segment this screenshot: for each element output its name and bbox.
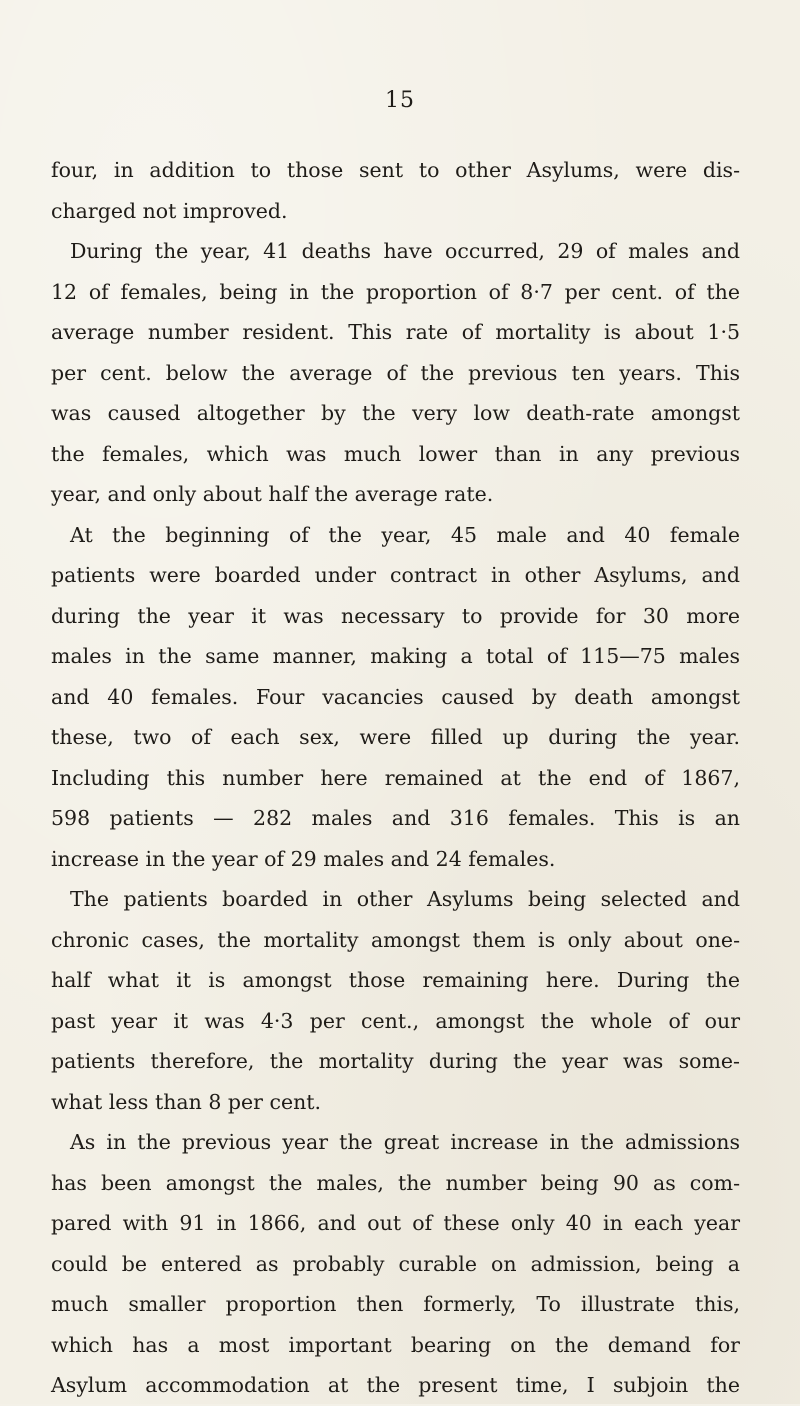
text-line: charged not improved. xyxy=(51,198,288,223)
text-line: During the year, 41 deaths have occurred, 29 of males and xyxy=(70,239,740,263)
text-line: increase in the year of 29 males and 24 females. xyxy=(51,846,556,871)
text-line: males in the same manner, making a total of 115—75 males xyxy=(51,644,740,668)
text-line: during the year it was necessary to provide for 30 more xyxy=(51,603,740,628)
text-line: per cent. below the average of the previous ten years. This xyxy=(51,360,740,385)
text-line: half what it is amongst those remaining here. During the xyxy=(51,968,740,992)
text-line: year, and only about half the average rate. xyxy=(51,482,494,506)
text-line: As in the previous year the great increase in the admissions xyxy=(70,1130,740,1154)
text-line: what less than 8 per cent. xyxy=(51,1089,322,1114)
body-text xyxy=(51,150,740,1406)
text-line: chronic cases, the mortality amongst them is only about one- xyxy=(51,927,740,952)
text-line: much smaller proportion then formerly, To illustrate this, xyxy=(51,1292,740,1316)
text-line: past year it was 4·3 per cent., amongst the whole of our xyxy=(51,1008,740,1033)
text-line: the females, which was much lower than in any previous xyxy=(51,441,740,466)
text-line: 598 patients — 282 males and 316 females. This is an xyxy=(51,806,740,830)
text-line: patients therefore, the mortality during the year was some- xyxy=(51,1049,740,1073)
text-line: was caused altogether by the very low death-rate amongst xyxy=(51,401,740,425)
text-line: these, two of each sex, were filled up during the year. xyxy=(51,725,740,749)
text-line: Including this number here remained at the end of 1867, xyxy=(51,765,740,790)
text-line: and 40 females. Four vacancies caused by death amongst xyxy=(51,684,740,709)
text-line: The patients boarded in other Asylums being selected and xyxy=(70,887,740,911)
page-number: 15 xyxy=(385,88,415,113)
text-line: patients were boarded under contract in other Asylums, and xyxy=(51,563,740,587)
text-line: four, in addition to those sent to other Asylums, were dis- xyxy=(51,158,740,182)
text-line: could be entered as probably curable on admission, being a xyxy=(51,1251,740,1276)
text-line: pared with 91 in 1866, and out of these only 40 in each year xyxy=(51,1211,740,1235)
text-line: average number resident. This rate of mortality is about 1·5 xyxy=(51,320,740,344)
text-line: Asylum accommodation at the present time, I subjoin the xyxy=(51,1373,740,1397)
text-line: which has a most important bearing on the demand for xyxy=(51,1332,740,1357)
text-line: has been amongst the males, the number being 90 as com- xyxy=(51,1170,740,1195)
text-line: At the beginning of the year, 45 male and 40 female xyxy=(70,522,740,547)
text-line: 12 of females, being in the proportion of 8·7 per cent. of the xyxy=(51,279,740,304)
